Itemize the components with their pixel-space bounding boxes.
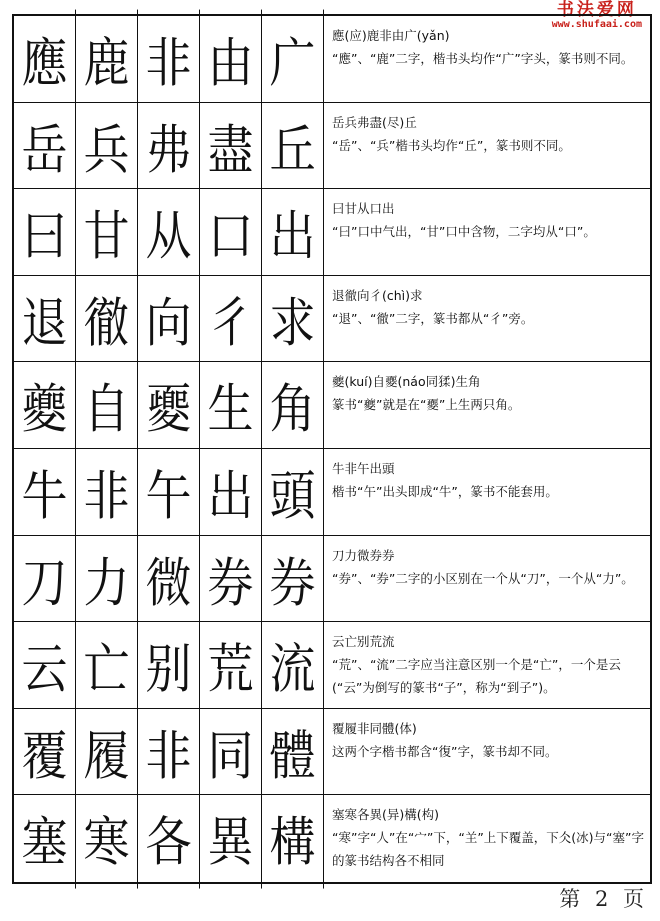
seal-character: 云 bbox=[14, 616, 76, 714]
annotation-title: 夔(kuí)自夒(náo同猱)生角 bbox=[332, 374, 481, 390]
seal-character: 弗 bbox=[138, 96, 200, 194]
seal-character: 體 bbox=[262, 702, 324, 800]
seal-character: 覆 bbox=[14, 702, 76, 800]
seal-character: 从 bbox=[138, 183, 200, 281]
annotation-body: 篆书“夔”就是在“夒”上生两只角。 bbox=[332, 397, 521, 413]
seal-character: 彳 bbox=[200, 269, 262, 367]
seal-character: 同 bbox=[200, 702, 262, 800]
annotation-body: 楷书“午”出头即成“牛”，篆书不能套用。 bbox=[332, 483, 558, 499]
seal-character: 流 bbox=[262, 616, 324, 714]
annotation bbox=[324, 709, 650, 795]
seal-character: 别 bbox=[138, 616, 200, 714]
annotation-title: 岳兵弗盡(尽)丘 bbox=[332, 114, 417, 130]
annotation-title: 覆履非同體(体) bbox=[332, 720, 417, 736]
seal-character: 夔 bbox=[14, 356, 76, 454]
seal-character: 向 bbox=[138, 269, 200, 367]
annotation bbox=[324, 189, 650, 275]
table-row bbox=[14, 795, 650, 882]
seal-character: 盡 bbox=[200, 96, 262, 194]
seal-character: 寒 bbox=[76, 789, 138, 889]
seal-character: 鹿 bbox=[76, 10, 138, 108]
annotation-title: 塞寒各異(异)構(构) bbox=[332, 807, 440, 823]
seal-character: 退 bbox=[14, 269, 76, 367]
annotation-body: “應”、“鹿”二字，楷书头均作“广”字头，篆书则不同。 bbox=[332, 51, 634, 66]
seal-character: 券 bbox=[200, 529, 262, 627]
seal-character: 自 bbox=[76, 356, 138, 454]
annotation-title: 退徹向彳(chì)求 bbox=[332, 287, 423, 303]
seal-character: 異 bbox=[200, 789, 262, 889]
seal-character: 出 bbox=[200, 443, 262, 541]
seal-character: 力 bbox=[76, 529, 138, 627]
annotation bbox=[324, 622, 650, 708]
annotation-title: 應(应)鹿非由广(yǎn) bbox=[332, 28, 450, 43]
annotation bbox=[324, 16, 650, 102]
annotation-title: 刀力微券券 bbox=[332, 547, 395, 563]
seal-character: 求 bbox=[262, 269, 324, 367]
table-row bbox=[14, 536, 650, 623]
seal-character: 出 bbox=[262, 183, 324, 281]
annotation-body: “寒”字“人”在“宀”下，“𦍌”上下覆盖，下仌(冰)与“塞”字的篆书结构各不相同 bbox=[332, 830, 645, 869]
annotation bbox=[324, 795, 650, 882]
seal-character: 广 bbox=[262, 10, 324, 108]
seal-character: 非 bbox=[76, 443, 138, 541]
seal-character: 荒 bbox=[200, 616, 262, 714]
seal-character: 非 bbox=[138, 10, 200, 108]
annotation bbox=[324, 276, 650, 362]
watermark-url: www.shufaai.com bbox=[551, 19, 642, 30]
character-table bbox=[12, 14, 652, 884]
seal-character: 由 bbox=[200, 10, 262, 108]
annotation bbox=[324, 536, 650, 622]
seal-character: 曰 bbox=[14, 183, 76, 281]
annotation bbox=[324, 449, 650, 535]
seal-character: 各 bbox=[138, 789, 200, 889]
seal-character: 徹 bbox=[76, 269, 138, 367]
annotation-body: “荒”、“流”二字应当注意区别一个是“亡”，一个是云(“云”为倒写的篆书“子”，称为“到子”)。 bbox=[332, 657, 621, 696]
seal-character: 牛 bbox=[14, 443, 76, 541]
annotation-body: “曰”口中气出，“甘”口中含物，二字均从“口”。 bbox=[332, 224, 596, 240]
annotation-body: “退”、“徹”二字，篆书都从“彳”旁。 bbox=[332, 310, 534, 326]
seal-character: 岳 bbox=[14, 96, 76, 194]
table-row bbox=[14, 16, 650, 103]
seal-character: 兵 bbox=[76, 96, 138, 194]
table-row bbox=[14, 709, 650, 796]
seal-character: 微 bbox=[138, 529, 200, 627]
seal-character: 甘 bbox=[76, 183, 138, 281]
seal-character: 券 bbox=[262, 529, 324, 627]
table-row bbox=[14, 362, 650, 449]
annotation bbox=[324, 103, 650, 189]
watermark-title: 书法爱网 bbox=[556, 0, 637, 20]
table-row bbox=[14, 103, 650, 190]
annotation-body: “券”、“券”二字的小区别在一个从“刀”，一个从“力”。 bbox=[332, 570, 634, 586]
page-number: 第 2 页 bbox=[559, 887, 648, 911]
seal-character: 口 bbox=[200, 183, 262, 281]
seal-character: 履 bbox=[76, 702, 138, 800]
table-row bbox=[14, 449, 650, 536]
seal-character: 丘 bbox=[262, 96, 324, 194]
table-row bbox=[14, 276, 650, 363]
seal-character: 生 bbox=[200, 356, 262, 454]
seal-character: 刀 bbox=[14, 529, 76, 627]
seal-character: 應 bbox=[14, 10, 76, 108]
seal-character: 塞 bbox=[14, 789, 76, 889]
seal-character: 構 bbox=[262, 789, 324, 889]
seal-character: 夒 bbox=[138, 356, 200, 454]
table-row bbox=[14, 622, 650, 709]
seal-character: 非 bbox=[138, 702, 200, 800]
annotation-body: “岳”、“兵”楷书头均作“丘”，篆书则不同。 bbox=[332, 137, 571, 153]
annotation-title: 牛非午出頭 bbox=[332, 460, 395, 476]
table-row bbox=[14, 189, 650, 276]
annotation bbox=[324, 362, 650, 448]
seal-character: 午 bbox=[138, 443, 200, 541]
annotation-body: 这两个字楷书都含“復”字，篆书却不同。 bbox=[332, 743, 558, 759]
seal-character: 亡 bbox=[76, 616, 138, 714]
seal-character: 頭 bbox=[262, 443, 324, 541]
seal-character: 角 bbox=[262, 356, 324, 454]
annotation-title: 云亡别荒流 bbox=[332, 634, 395, 650]
annotation-title: 曰甘从口出 bbox=[332, 201, 395, 217]
